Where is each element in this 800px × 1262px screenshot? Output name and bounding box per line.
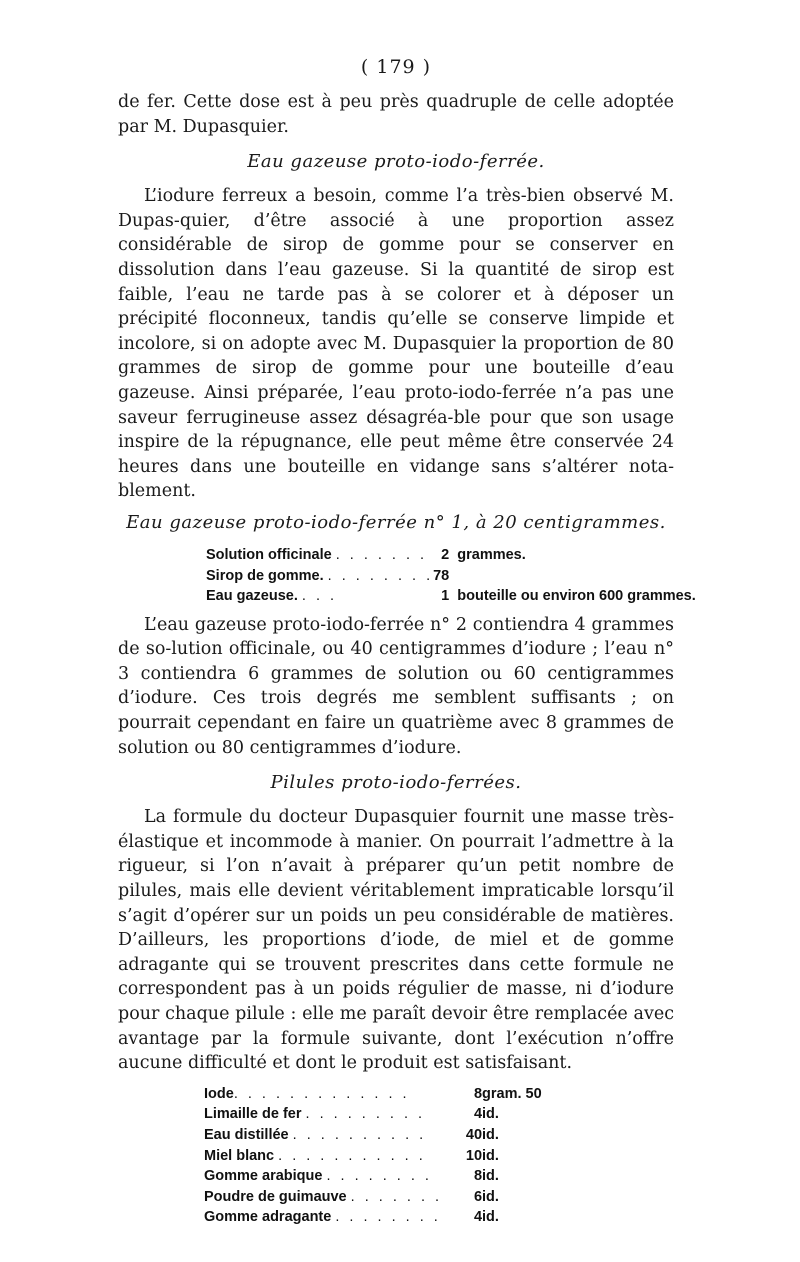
ingredient-name: Eau distillée (204, 1126, 289, 1143)
leader-dots: . . . . . . . . (327, 567, 434, 584)
recipe-row (206, 545, 696, 566)
paragraph-formule: La formule du docteur Dupasquier fournit une masse très-élastique et incommode à manier. On pourrait l’admettre à la rigueur, si l’on n’avait à préparer qu’un petit nombre de pilules, mais elle devient véritablement impraticable lorsqu’il s’agit d’opérer sur un poids un peu considérable de matières. D’ailleurs, les proportions d’iode, de miel et de gomme adragante qui se trouvent prescrites dans cette formule ne correspondent pas à un poids régulier de masse, ni d’iodure pour chaque pilule : elle me paraît devoir être remplacée avec avantage par la formule suivante, dont l’exécution n’offre aucune difficulté et dont le produit est satisfaisant. (118, 807, 674, 1074)
ingredient-name: Iode (204, 1085, 234, 1102)
leader-dots: . . . . . . . . . . . (278, 1147, 426, 1164)
leader-dots: . . . . . . . . (326, 1168, 432, 1185)
recipe-row (204, 1187, 542, 1208)
section-heading-pilules: Pilules proto-iodo-ferrées. (270, 772, 522, 794)
ingredient-quantity: 4 (473, 1106, 483, 1123)
recipe-table-eau-gazeuse (206, 545, 696, 607)
recipe-row (204, 1166, 542, 1187)
ingredient-unit: id. (482, 1106, 499, 1123)
ingredient-name: Limaille de fer (204, 1106, 302, 1123)
recipe-row (206, 586, 696, 607)
ingredient-name: Eau gazeuse. (206, 588, 298, 605)
ingredient-unit: id. (482, 1126, 499, 1143)
ingredient-quantity: 2 (441, 546, 450, 563)
ingredient-unit: grammes. (457, 546, 526, 563)
recipe-row (204, 1104, 542, 1125)
ingredient-unit: gram. 50 (482, 1085, 542, 1102)
ingredient-name: Sirop de gomme. (206, 567, 324, 584)
book-page (118, 56, 696, 1228)
ingredient-name: Solution officinale (206, 546, 332, 563)
page-number: ( 179 ) (360, 56, 432, 78)
recipe-table-pilules (204, 1084, 542, 1228)
ingredient-unit: id. (482, 1168, 499, 1185)
ingredient-quantity: 1 (441, 588, 450, 605)
ingredient-name: Gomme arabique (204, 1168, 323, 1185)
ingredient-quantity: 10 (465, 1147, 483, 1164)
leader-dots: . . . . . . . . . (305, 1106, 426, 1123)
recipe-row (206, 566, 696, 587)
recipe-row (204, 1084, 542, 1105)
ingredient-quantity: 4 (473, 1209, 483, 1226)
ingredient-quantity: 8 (473, 1168, 483, 1185)
ingredient-unit (457, 566, 696, 587)
ingredient-name: Poudre de guimauve (204, 1188, 347, 1205)
ingredient-name: Gomme adragante (204, 1209, 332, 1226)
recipe-row (204, 1207, 542, 1228)
paragraph-iodure-ferreux: L’iodure ferreux a besoin, comme l’a très-bien observé M. Dupas-quier, d’être associé à une proportion assez considérable de sirop de gomme pour se conserver en dissolution dans l’eau gazeuse. Si la quantité de sirop est faible, l’eau ne tarde pas à se colorer et à déposer un précipité floconneux, tandis qu’elle se conserve limpide et incolore, si on adopte avec M. Dupasquier la proportion de 80 grammes de sirop de gomme pour une bouteille d’eau gazeuse. Ainsi préparée, l’eau proto-iodo-ferrée n’a pas une saveur ferrugineuse assez désagréa-ble pour que son usage inspire de la répugnance, elle peut même être conservée 24 heures dans une bouteille en vidange sans s’altérer nota-blement. (118, 186, 674, 502)
ingredient-unit: id. (482, 1188, 499, 1205)
recipe-heading-n1: Eau gazeuse proto-iodo-ferrée n° 1, à 20 centigrammes. (126, 511, 666, 533)
paragraph-degrees: L’eau gazeuse proto-iodo-ferrée n° 2 contiendra 4 grammes de so-lution officinale, ou 40 centigrammes d’iodure ; l’eau n° 3 contiendra 6 grammes de solution ou 60 centigrammes d’iodure. Ces trois degrés me semblent suffisants ; on pourrait cependant en faire un quatrième avec 8 grammes de solution ou 80 centigrammes d’iodure. (118, 614, 674, 758)
leader-dots: . . . . . . . (350, 1188, 443, 1205)
ingredient-quantity: 6 (473, 1188, 483, 1205)
leader-dots: . . . . . . . . . . (292, 1126, 427, 1143)
leader-dots: . . . . . . . (335, 546, 428, 563)
ingredient-unit: bouteille ou environ 600 grammes. (457, 588, 696, 605)
ingredient-unit: id. (482, 1147, 499, 1164)
leader-dots: . . . . . . . . . . . . . (233, 1085, 410, 1102)
paragraph-intro: de fer. Cette dose est à peu près quadruple de celle adoptée par M. Dupasquier. (118, 92, 674, 137)
ingredient-quantity: 78 (433, 567, 450, 584)
recipe-row (204, 1146, 542, 1167)
section-heading-eau-gazeuse: Eau gazeuse proto-iodo-ferrée. (247, 151, 545, 173)
leader-dots: . . . . . . . . (335, 1209, 441, 1226)
ingredient-quantity: 40 (465, 1126, 483, 1143)
ingredient-name: Miel blanc (204, 1147, 275, 1164)
ingredient-unit: id. (482, 1209, 499, 1226)
ingredient-quantity: 8 (473, 1085, 483, 1102)
leader-dots: . . . (301, 588, 338, 605)
recipe-row (204, 1125, 542, 1146)
